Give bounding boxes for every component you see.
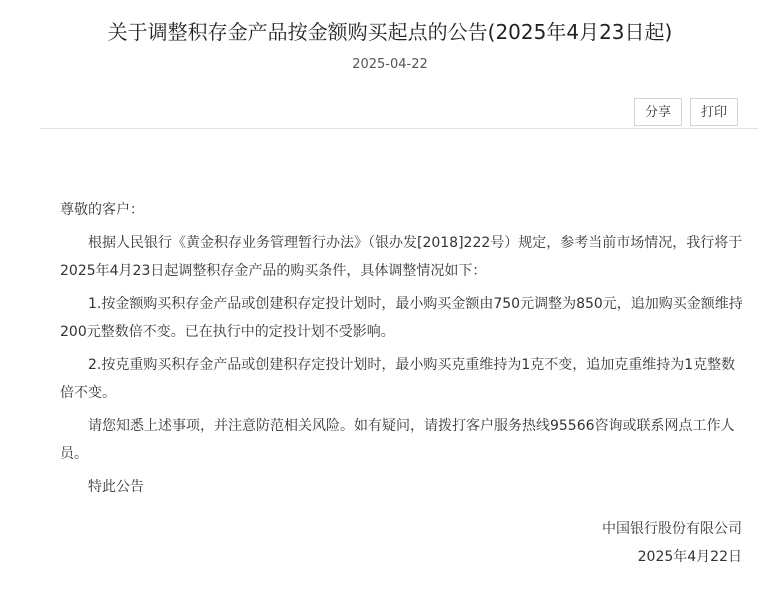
header-divider [40, 128, 758, 129]
paragraph-notice: 请您知悉上述事项，并注意防范相关风险。如有疑问，请拨打客户服务热线95566咨询或联系网点工作人员。 [60, 418, 735, 462]
article-toolbar [626, 98, 738, 126]
paragraph-item-1: 1.按金额购买积存金产品或创建积存定投计划时，最小购买金额由750元调整为850元，追加购买金额维持200元整数倍不变。已在执行中的定投计划不受影响。 [60, 296, 743, 340]
greeting: 尊敬的客户： [60, 202, 144, 218]
paragraph-item-2: 2.按克重购买积存金产品或创建积存定投计划时，最小购买克重维持为1克不变，追加克重维持为1克整数倍不变。 [60, 357, 736, 401]
page-title: 关于调整积存金产品按金额购买起点的公告(2025年4月23日起) [107, 20, 673, 44]
paragraph-closing: 特此公告 [88, 479, 144, 495]
print-button[interactable]: 打印 [690, 98, 738, 126]
announcement-body [60, 196, 744, 506]
paragraph-intro: 根据人民银行《黄金积存业务管理暂行办法》（银办发[2018]222号）规定，参考当前市场情况，我行将于2025年4月23日起调整积存金产品的购买条件，具体调整情况如下： [60, 235, 743, 279]
signature-date: 2025年4月22日 [637, 549, 742, 565]
share-button[interactable]: 分享 [634, 98, 682, 126]
signature-block [602, 515, 742, 571]
publish-date: 2025-04-22 [352, 57, 428, 72]
signature-organization: 中国银行股份有限公司 [602, 521, 742, 537]
